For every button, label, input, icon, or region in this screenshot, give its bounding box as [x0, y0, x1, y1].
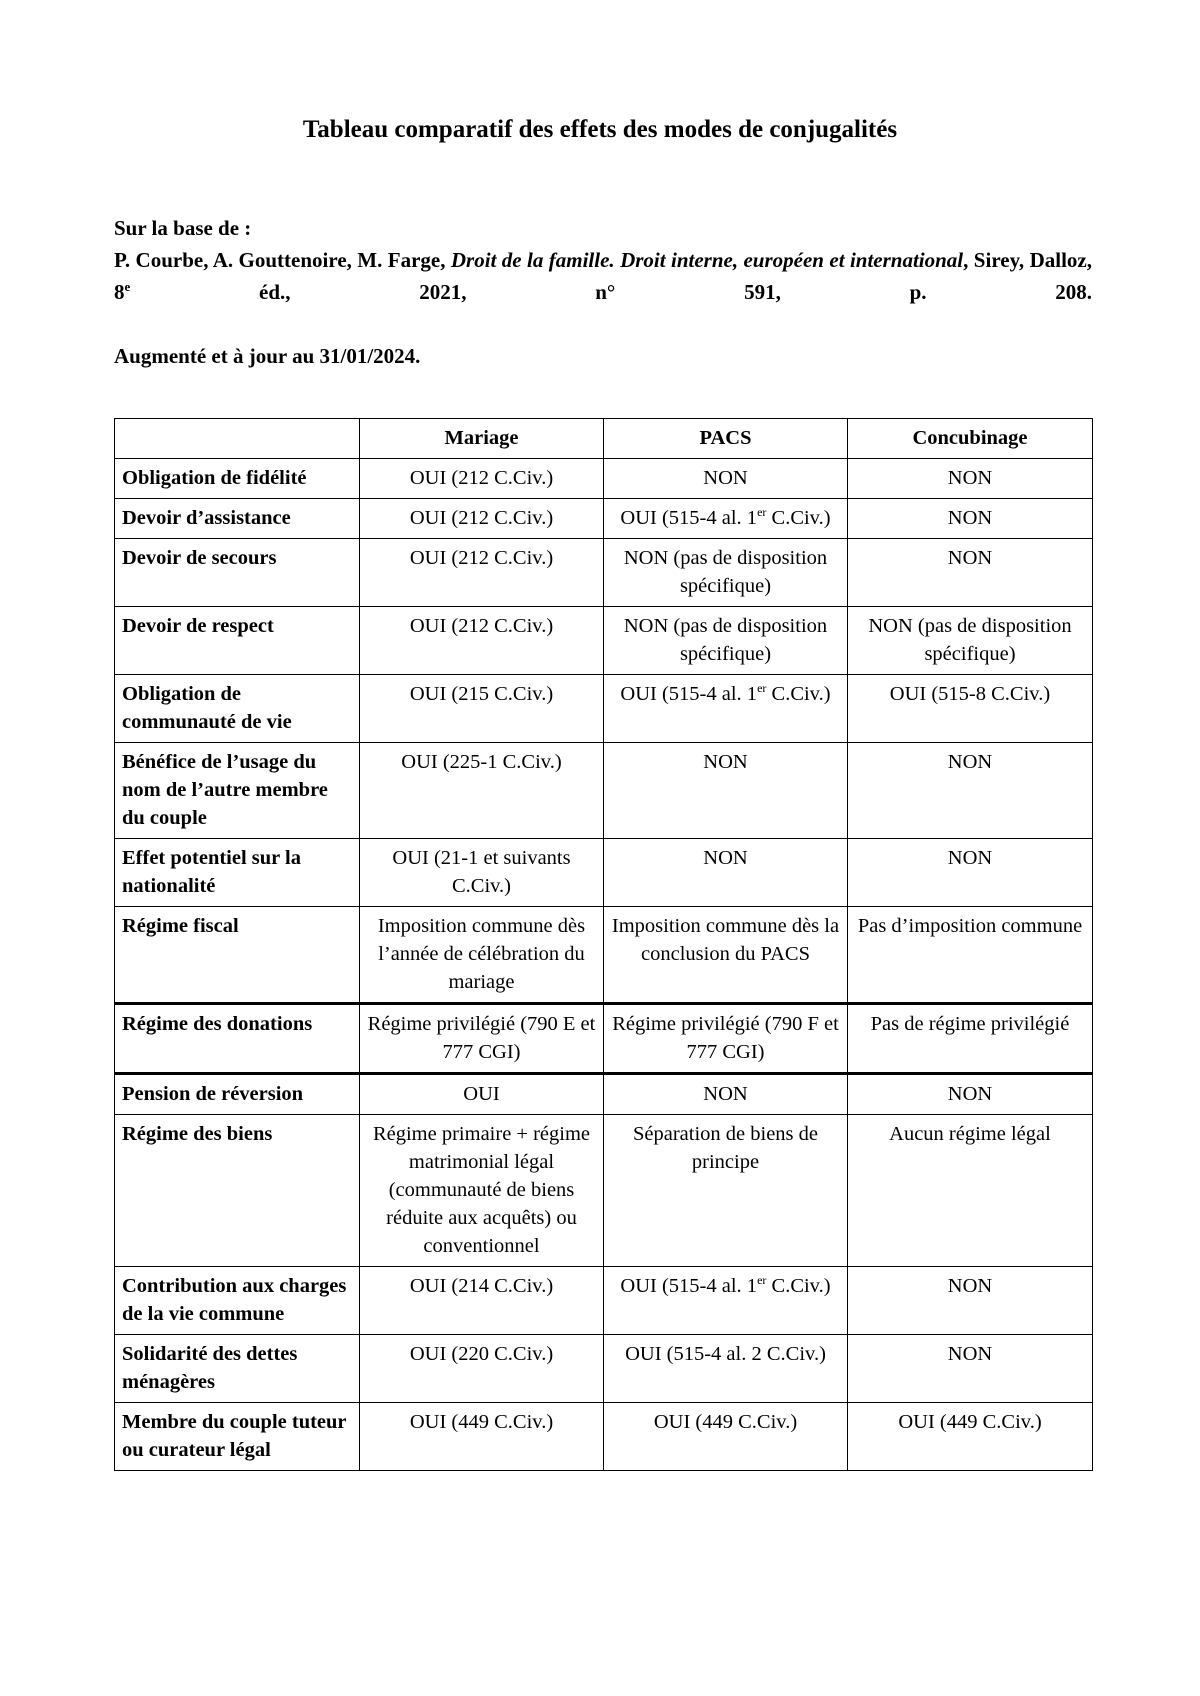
comparison-table	[114, 418, 1093, 1471]
table-row	[115, 1074, 1093, 1115]
cell-pacs: NON (pas de disposition spécifique)	[604, 539, 848, 607]
cell-concubinage: NON (pas de disposition spécifique)	[848, 607, 1093, 675]
cell-pacs-sup: er	[757, 505, 767, 520]
row-label: Pension de réversion	[115, 1074, 360, 1115]
row-label: Obligation de communauté de vie	[115, 675, 360, 743]
cell-pacs: NON (pas de disposition spécifique)	[604, 607, 848, 675]
cell-mariage: OUI (212 C.Civ.)	[360, 607, 604, 675]
cell-concubinage: NON	[848, 499, 1093, 539]
cell-concubinage: Aucun régime légal	[848, 1115, 1093, 1267]
reference-edition: éd., 2021, n° 591, p. 208.	[130, 280, 1092, 304]
row-label: Bénéfice de l’usage du nom de l’autre membre du couple	[115, 743, 360, 839]
header-pacs: PACS	[604, 419, 848, 459]
row-label: Régime des donations	[115, 1004, 360, 1074]
cell-mariage: Régime privilégié (790 E et 777 CGI)	[360, 1004, 604, 1074]
cell-pacs	[604, 675, 848, 743]
update-note: Augmenté et à jour au 31/01/2024.	[114, 344, 421, 368]
bibliographic-reference	[114, 244, 1092, 308]
basis-label: Sur la base de :	[114, 216, 252, 240]
cell-mariage: Régime primaire + régime matrimonial légal (communauté de biens réduite aux acquêts) ou conventionnel	[360, 1115, 604, 1267]
cell-pacs: Imposition commune dès la conclusion du PACS	[604, 907, 848, 1004]
source-block	[114, 212, 1092, 372]
cell-pacs-text: OUI (515-4 al. 1	[620, 1275, 758, 1297]
cell-concubinage: OUI (449 C.Civ.)	[848, 1403, 1093, 1471]
cell-concubinage: NON	[848, 539, 1093, 607]
table-row	[115, 675, 1093, 743]
cell-concubinage: NON	[848, 1267, 1093, 1335]
cell-concubinage: NON	[848, 1335, 1093, 1403]
reference-book-title: Droit de la famille. Droit interne, européen et international	[450, 248, 964, 272]
cell-pacs-text-end: C.Civ.)	[766, 507, 831, 529]
cell-concubinage: NON	[848, 1074, 1093, 1115]
row-label: Régime des biens	[115, 1115, 360, 1267]
row-label: Solidarité des dettes ménagères	[115, 1335, 360, 1403]
table-row	[115, 839, 1093, 907]
cell-pacs-text: OUI (515-4 al. 1	[620, 507, 758, 529]
row-label: Membre du couple tuteur ou curateur légal	[115, 1403, 360, 1471]
table-row	[115, 1004, 1093, 1074]
cell-pacs: NON	[604, 743, 848, 839]
table-row	[115, 539, 1093, 607]
cell-pacs: Régime privilégié (790 F et 777 CGI)	[604, 1004, 848, 1074]
cell-mariage: OUI (214 C.Civ.)	[360, 1267, 604, 1335]
row-label: Régime fiscal	[115, 907, 360, 1004]
table-header-row	[115, 419, 1093, 459]
cell-pacs-sup: er	[757, 1273, 767, 1288]
cell-pacs: NON	[604, 839, 848, 907]
cell-pacs-text-end: C.Civ.)	[766, 683, 831, 705]
table-row	[115, 1403, 1093, 1471]
cell-pacs-sup: er	[757, 681, 767, 696]
cell-mariage: OUI (21-1 et suivants C.Civ.)	[360, 839, 604, 907]
cell-concubinage: Pas d’imposition commune	[848, 907, 1093, 1004]
cell-mariage: OUI (212 C.Civ.)	[360, 459, 604, 499]
reference-authors: P. Courbe, A. Gouttenoire, M. Farge,	[114, 248, 451, 272]
cell-mariage: OUI (215 C.Civ.)	[360, 675, 604, 743]
cell-mariage: OUI	[360, 1074, 604, 1115]
cell-pacs	[604, 1267, 848, 1335]
cell-mariage: OUI (225-1 C.Civ.)	[360, 743, 604, 839]
cell-pacs	[604, 499, 848, 539]
row-label: Devoir de secours	[115, 539, 360, 607]
cell-pacs: NON	[604, 1074, 848, 1115]
cell-concubinage: Pas de régime privilégié	[848, 1004, 1093, 1074]
cell-pacs: Séparation de biens de principe	[604, 1115, 848, 1267]
row-label: Obligation de fidélité	[115, 459, 360, 499]
row-label: Contribution aux charges de la vie commune	[115, 1267, 360, 1335]
cell-mariage: OUI (220 C.Civ.)	[360, 1335, 604, 1403]
cell-mariage: OUI (212 C.Civ.)	[360, 499, 604, 539]
cell-concubinage: NON	[848, 459, 1093, 499]
table-row	[115, 743, 1093, 839]
cell-mariage: OUI (212 C.Civ.)	[360, 539, 604, 607]
header-concubinage: Concubinage	[848, 419, 1093, 459]
cell-concubinage: NON	[848, 743, 1093, 839]
header-mariage: Mariage	[360, 419, 604, 459]
table-row	[115, 499, 1093, 539]
cell-pacs-text-end: C.Civ.)	[766, 1275, 831, 1297]
reference-edition-sup: e	[124, 279, 131, 294]
cell-pacs: NON	[604, 459, 848, 499]
cell-concubinage: OUI (515-8 C.Civ.)	[848, 675, 1093, 743]
cell-mariage: OUI (449 C.Civ.)	[360, 1403, 604, 1471]
row-label: Devoir de respect	[115, 607, 360, 675]
table-row	[115, 459, 1093, 499]
table-row	[115, 907, 1093, 1004]
cell-pacs-text: OUI (515-4 al. 1	[620, 683, 758, 705]
table-row	[115, 1115, 1093, 1267]
reference-publisher: , Sirey, Dalloz, 8	[114, 248, 1092, 304]
page-title: Tableau comparatif des effets des modes de conjugalités	[302, 116, 898, 143]
table-row	[115, 1267, 1093, 1335]
row-label: Devoir d’assistance	[115, 499, 360, 539]
cell-pacs: OUI (449 C.Civ.)	[604, 1403, 848, 1471]
header-empty	[115, 419, 360, 459]
table-row	[115, 607, 1093, 675]
cell-concubinage: NON	[848, 839, 1093, 907]
row-label: Effet potentiel sur la nationalité	[115, 839, 360, 907]
table-row	[115, 1335, 1093, 1403]
cell-pacs: OUI (515-4 al. 2 C.Civ.)	[604, 1335, 848, 1403]
cell-mariage: Imposition commune dès l’année de célébration du mariage	[360, 907, 604, 1004]
